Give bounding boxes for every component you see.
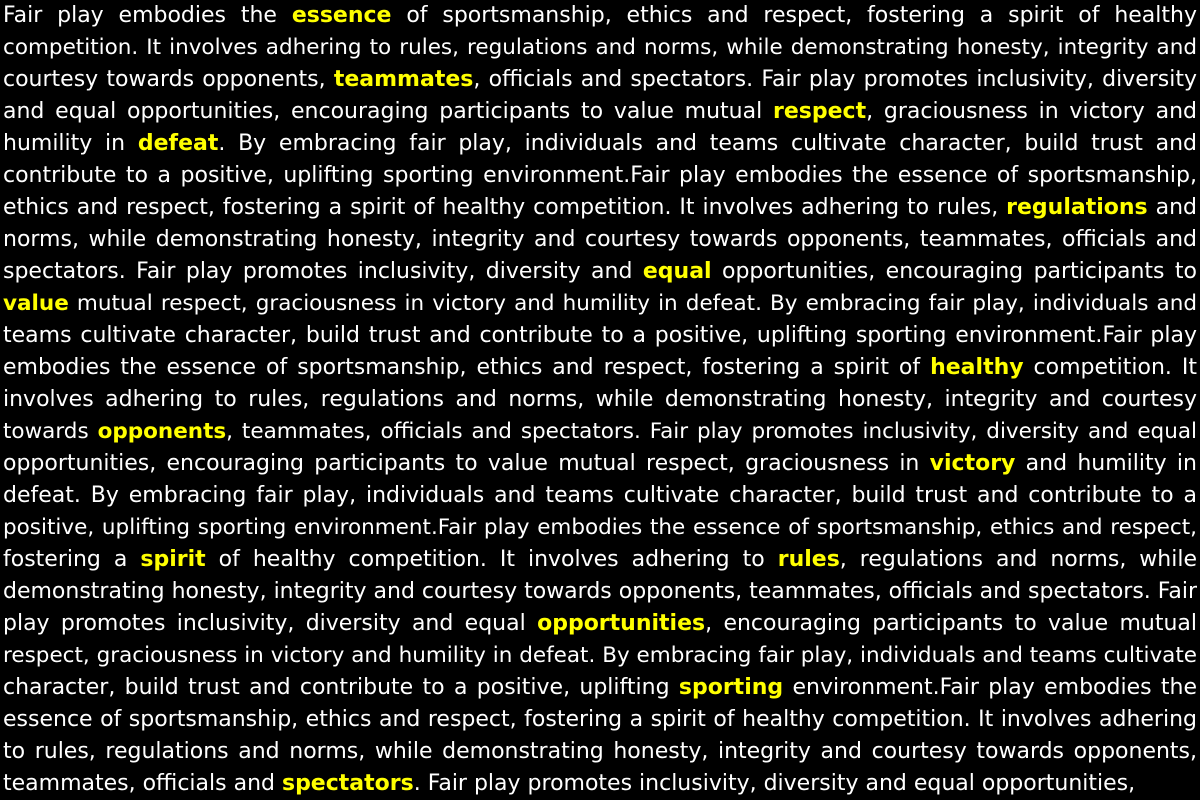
text-run: mutual respect, graciousness in victory and humility in defeat. By embracing fair play, individuals and	[68, 291, 1197, 316]
text-line	[3, 608, 1197, 640]
text-line	[3, 704, 1197, 736]
text-run: demonstrating honesty, integrity and courtesy towards opponents, teammates, officials and spectators. Fair	[3, 579, 1197, 604]
text-run: to rules, regulations and norms, while demonstrating honesty, integrity and courtesy towards opponents,	[3, 739, 1197, 764]
highlighted-keyword: victory	[929, 451, 1016, 476]
text-line	[3, 352, 1197, 384]
text-run: . Fair play promotes inclusivity, diversity and equal opportunities,	[413, 771, 1136, 796]
text-run: character, build trust and contribute to a positive, uplifting	[3, 675, 679, 700]
text-line	[3, 288, 1197, 320]
highlighted-keyword: respect	[773, 99, 867, 124]
text-run: opportunities, encouraging participants to value mutual respect, graciousness in	[3, 451, 930, 476]
highlighted-keyword: teammates	[333, 67, 474, 92]
text-run: defeat. By embracing fair play, individuals and teams cultivate character, build trust and contribute to a	[3, 483, 1197, 508]
text-line	[3, 32, 1197, 64]
text-line	[3, 416, 1197, 448]
text-line	[3, 512, 1197, 544]
highlighted-keyword: spectators	[281, 771, 414, 796]
text-line	[3, 480, 1197, 512]
text-run: teams cultivate character, build trust and contribute to a positive, uplifting sporting environment.Fair play	[3, 323, 1197, 348]
text-run: and humility in	[1015, 451, 1197, 476]
text-line	[3, 736, 1197, 768]
text-line	[3, 256, 1197, 288]
text-run: essence of sportsmanship, ethics and respect, fostering a spirit of healthy competition. It involves adhering	[3, 707, 1197, 732]
text-run: contribute to a positive, uplifting sporting environment.Fair play embodies the essence of sportsmanship,	[3, 163, 1197, 188]
text-run: , officials and spectators. Fair play promotes inclusivity, diversity	[473, 67, 1197, 92]
text-run: , teammates, officials and spectators. Fair play promotes inclusivity, diversity and equal	[226, 419, 1197, 444]
text-run: involves adhering to rules, regulations and norms, while demonstrating honesty, integrity and courtesy	[3, 387, 1197, 412]
text-run: environment.Fair play embodies the	[783, 675, 1197, 700]
text-run: Fair play embodies the	[3, 3, 292, 28]
highlighted-keyword: regulations	[1006, 195, 1148, 220]
text-run: competition. It	[1023, 355, 1197, 380]
text-run: of healthy competition. It involves adhering to	[205, 547, 778, 572]
text-run: competition. It involves adhering to rules, regulations and norms, while demonstrating honesty, integrity and	[3, 35, 1197, 60]
text-run: fostering a	[3, 547, 141, 572]
highlighted-keyword: sporting	[678, 675, 784, 700]
text-run: towards	[3, 419, 98, 444]
text-line	[3, 96, 1197, 128]
text-run: teammates, officials and	[3, 771, 282, 796]
highlighted-keyword: value	[3, 291, 69, 316]
highlighted-keyword: rules	[777, 547, 840, 572]
text-line	[3, 0, 1197, 32]
highlighted-keyword: essence	[291, 3, 392, 28]
text-line	[3, 768, 1197, 800]
text-line	[3, 192, 1197, 224]
text-run: and	[1147, 195, 1197, 220]
highlighted-keyword: defeat	[137, 131, 219, 156]
text-line	[3, 320, 1197, 352]
highlighted-keyword: spirit	[140, 547, 206, 572]
text-run: positive, uplifting sporting environment.Fair play embodies the essence of sportsmanship, ethics and respect,	[3, 515, 1197, 540]
text-run: , regulations and norms, while	[839, 547, 1197, 572]
text-run: play promotes inclusivity, diversity and equal	[3, 611, 538, 636]
text-run: , graciousness in victory and	[866, 99, 1197, 124]
highlighted-keyword: opportunities	[537, 611, 706, 636]
text-run: ethics and respect, fostering a spirit of healthy competition. It involves adhering to rules,	[3, 195, 1007, 220]
text-line	[3, 544, 1197, 576]
text-run: of sportsmanship, ethics and respect, fostering a spirit of healthy	[391, 3, 1197, 28]
text-run: norms, while demonstrating honesty, integrity and courtesy towards opponents, teammates, officials and	[3, 227, 1197, 252]
text-line	[3, 640, 1197, 672]
text-run: courtesy towards opponents,	[3, 67, 334, 92]
text-line	[3, 672, 1197, 704]
text-line	[3, 64, 1197, 96]
text-run: , encouraging participants to value mutual	[705, 611, 1197, 636]
text-run: . By embracing fair play, individuals and teams cultivate character, build trust and	[218, 131, 1197, 156]
highlighted-keyword: equal	[642, 259, 712, 284]
text-line	[3, 224, 1197, 256]
highlighted-keyword: opponents	[97, 419, 227, 444]
text-line	[3, 160, 1197, 192]
text-line	[3, 576, 1197, 608]
text-run: respect, graciousness in victory and humility in defeat. By embracing fair play, individuals and teams cultivate	[3, 643, 1197, 668]
text-line	[3, 384, 1197, 416]
text-run: embodies the essence of sportsmanship, ethics and respect, fostering a spirit of	[3, 355, 931, 380]
text-run: and equal opportunities, encouraging participants to value mutual	[3, 99, 773, 124]
highlighted-keyword: healthy	[930, 355, 1024, 380]
text-line	[3, 448, 1197, 480]
text-run: humility in	[3, 131, 138, 156]
text-line	[3, 128, 1197, 160]
text-run: spectators. Fair play promotes inclusivity, diversity and	[3, 259, 643, 284]
text-run: opportunities, encouraging participants to	[711, 259, 1197, 284]
